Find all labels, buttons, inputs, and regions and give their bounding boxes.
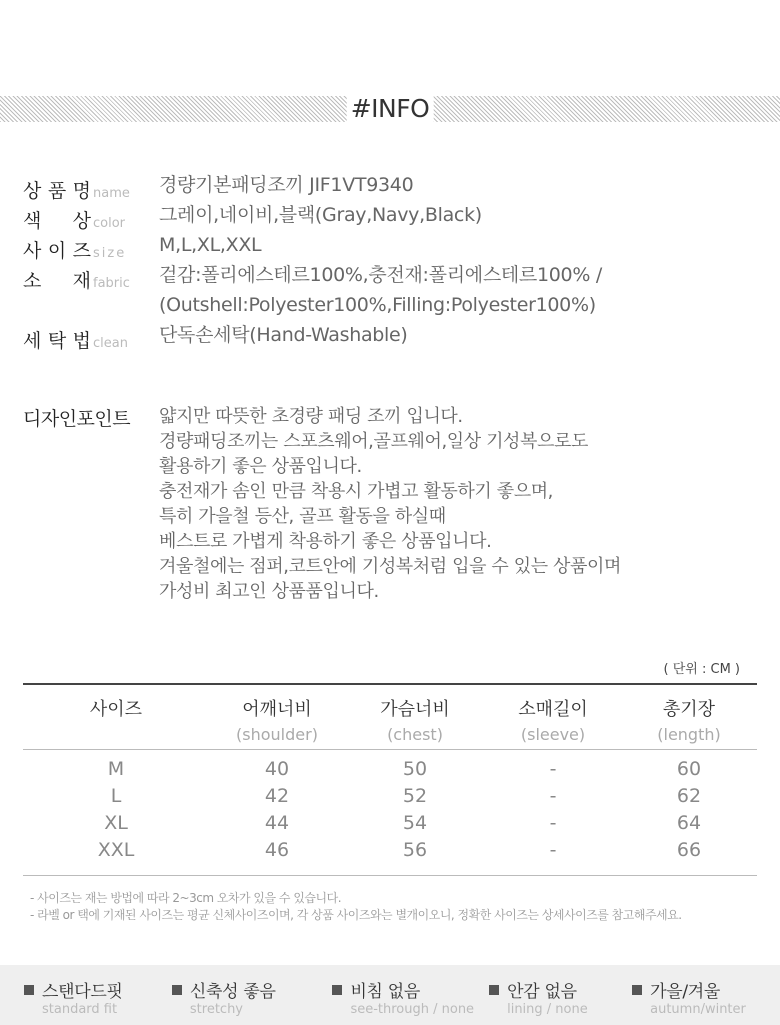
table-body [23, 750, 757, 875]
spec-row-fabric [23, 266, 763, 326]
spec-value: 겉감:폴리에스테르100%,충전재:폴리에스테르100% / (Outshell:Polyester100%,Filling:Polyester100%) [159, 264, 602, 316]
spec-label-ko: 색 상 [23, 210, 91, 232]
feature-bar [0, 965, 780, 1025]
spec-label-ko: 소 재 [23, 270, 91, 292]
spec-label-en: size [93, 246, 127, 261]
size-notes [30, 890, 682, 924]
square-bullet-icon [632, 985, 642, 995]
header-cell: 사이즈 [89, 699, 143, 720]
size-table [23, 683, 757, 876]
header-cell: 가슴너비 (chest) [380, 699, 450, 744]
spec-label-en: clean [93, 336, 128, 351]
feature-item: 비침 없음 see-through / none [332, 977, 489, 1025]
spec-label-en: fabric [93, 276, 130, 291]
spec-row-color [23, 206, 763, 236]
square-bullet-icon [24, 985, 34, 995]
spec-value: 그레이,네이비,블랙(Gray,Navy,Black) [159, 204, 482, 226]
spec-label-ko: 사 이 즈 [23, 240, 91, 262]
design-point-label: 디자인포인트 [23, 408, 131, 430]
table-row: XXL 46 56 - 66 [97, 839, 702, 861]
info-header-band [0, 96, 780, 122]
spec-label-en: name [93, 186, 130, 201]
note-line: - 사이즈는 재는 방법에 따라 2~3cm 오차가 있을 수 있습니다. [30, 891, 342, 905]
unit-label: ( 단위 : CM ) [663, 662, 740, 677]
table-row: M 40 50 - 60 [107, 758, 702, 780]
spec-value: M,L,XL,XXL [159, 234, 262, 256]
square-bullet-icon [172, 985, 182, 995]
header-cell: 소매길이 (sleeve) [518, 699, 588, 744]
info-title: #INFO [347, 96, 434, 122]
square-bullet-icon [332, 985, 342, 995]
spec-list [23, 176, 763, 356]
spec-row-clean [23, 326, 763, 356]
square-bullet-icon [489, 985, 499, 995]
spec-label-ko: 세 탁 법 [23, 330, 91, 352]
feature-item: 스탠다드핏 standard fit [24, 977, 172, 1025]
table-row: XL 44 54 - 64 [104, 812, 702, 834]
feature-item: 안감 없음 lining / none [489, 977, 632, 1025]
feature-item: 가을/겨울 autumn/winter [632, 977, 780, 1025]
spec-value: 경량기본패딩조끼 JIF1VT9340 [159, 174, 414, 196]
spec-label-en: color [93, 216, 126, 231]
feature-item: 신축성 좋음 stretchy [172, 977, 333, 1025]
table-row: L 42 52 - 62 [110, 785, 702, 807]
note-line: - 라벨 or 택에 기재된 사이즈는 평균 신체사이즈이며, 각 상품 사이즈와는 별개이오니, 정확한 사이즈는 상세사이즈를 참고해주세요. [30, 908, 682, 922]
header-cell: 어깨너비 (shoulder) [236, 699, 318, 744]
header-cell: 총기장 (length) [657, 699, 721, 744]
design-point-text: 얇지만 따뜻한 초경량 패딩 조끼 입니다. 경량패딩조끼는 스포츠웨어,골프웨어,일상 기성복으로도 활용하기 좋은 상품입니다. 충전재가 솜인 만큼 착용시 가볍고 활동하기 좋으며, 특히 가을철 등산, 골프 활동을 하실때 베스트로 가볍게 착용하기 좋은 상품입니다. 겨울철에는 점퍼,코트안에 기성복처럼 입을 수 있는 상품이며 가성비 최고인 상품품입니다. [159, 406, 621, 602]
design-point [23, 404, 763, 604]
table-rule [23, 875, 757, 876]
table-header [23, 685, 757, 749]
spec-label-ko: 상 품 명 [23, 180, 91, 202]
spec-value: 단독손세탁(Hand-Washable) [159, 324, 408, 346]
